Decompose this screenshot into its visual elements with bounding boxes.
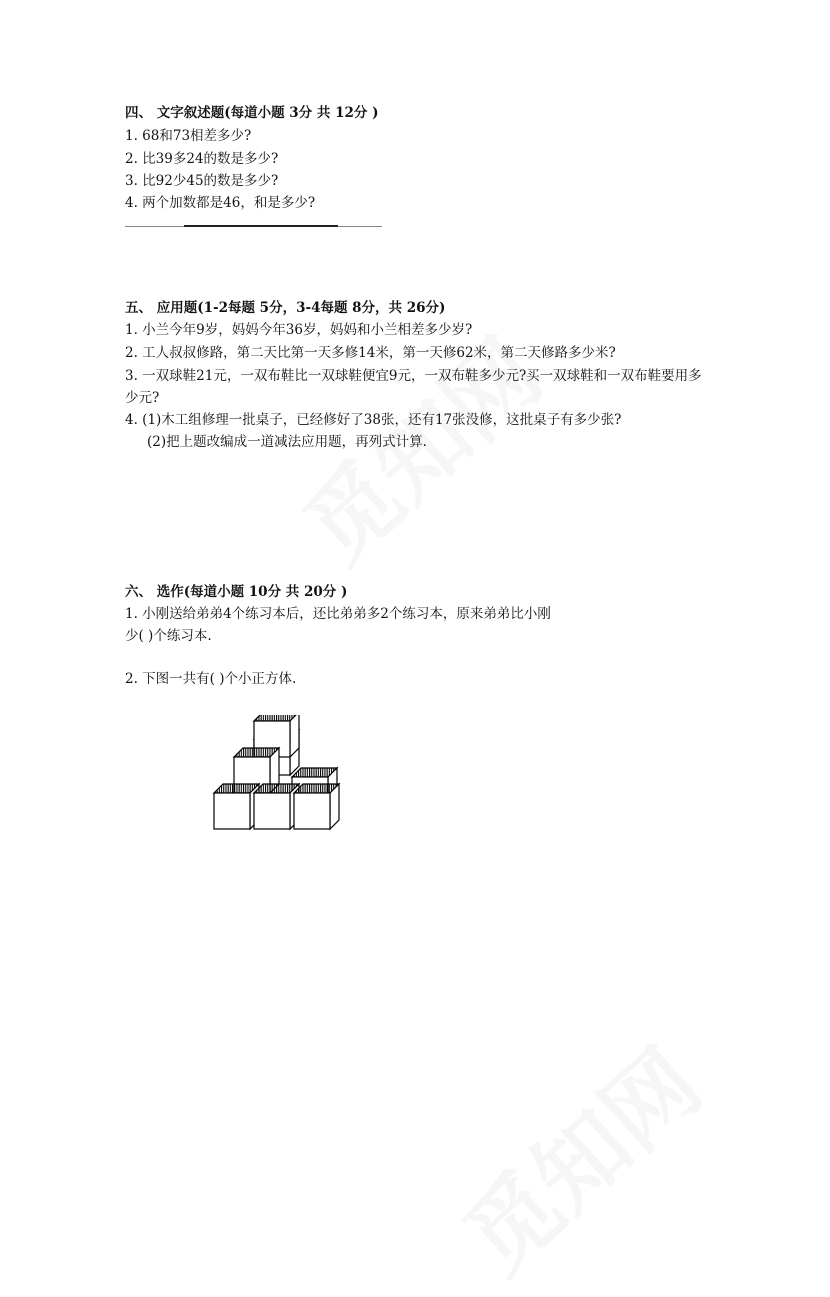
section5-item-2: 2. 工人叔叔修路，第二天比第一天多修14米，第一天修62米，第二天修路多少米? — [125, 345, 616, 361]
section4-item-2: 2. 比39多24的数是多少? — [125, 151, 279, 167]
section4-item-1: 1. 68和73相差多少? — [125, 128, 252, 144]
section5-item-1: 1. 小兰今年9岁，妈妈今年36岁，妈妈和小兰相差多少岁? — [125, 322, 473, 338]
section6-heading: 六、 选作(每道小题 10分 共 20分 ) — [125, 584, 348, 600]
section4-heading: 四、 文字叙述题(每道小题 3分 共 12分 ) — [125, 105, 379, 121]
section5-item-4: 4. (1)木工组修理一批桌子，已经修好了38张，还有17张没修，这批桌子有多少张? — [125, 412, 622, 428]
section6-q1-line2: 少( )个练习本. — [125, 628, 212, 644]
cube-6 — [254, 784, 299, 829]
section4-item-3: 3. 比92少45的数是多少? — [125, 173, 279, 189]
cube-7 — [294, 784, 339, 829]
section6-q2: 2. 下图一共有( )个小正方体. — [125, 671, 297, 687]
section5-heading: 五、 应用题(1-2每题 5分，3-4每题 8分，共 26分) — [125, 300, 446, 316]
section5-item-4-part2: (2)把上题改编成一道减法应用题，再列式计算. — [147, 434, 427, 450]
cube-5 — [214, 784, 259, 829]
divider-thick — [184, 225, 338, 227]
watermark-bottom — [431, 1015, 724, 1297]
section5-item-3: 3. 一双球鞋21元，一双布鞋比一双球鞋便宜9元，一双布鞋多少元?买一双球鞋和一双布鞋要用多少元? — [125, 368, 702, 406]
section6-q1-line1: 1. 小刚送给弟弟4个练习本后，还比弟弟多2个练习本，原来弟弟比小刚 — [125, 606, 551, 622]
section4-item-4: 4. 两个加数都是46，和是多少? — [125, 195, 316, 211]
cube-figure — [210, 715, 350, 835]
